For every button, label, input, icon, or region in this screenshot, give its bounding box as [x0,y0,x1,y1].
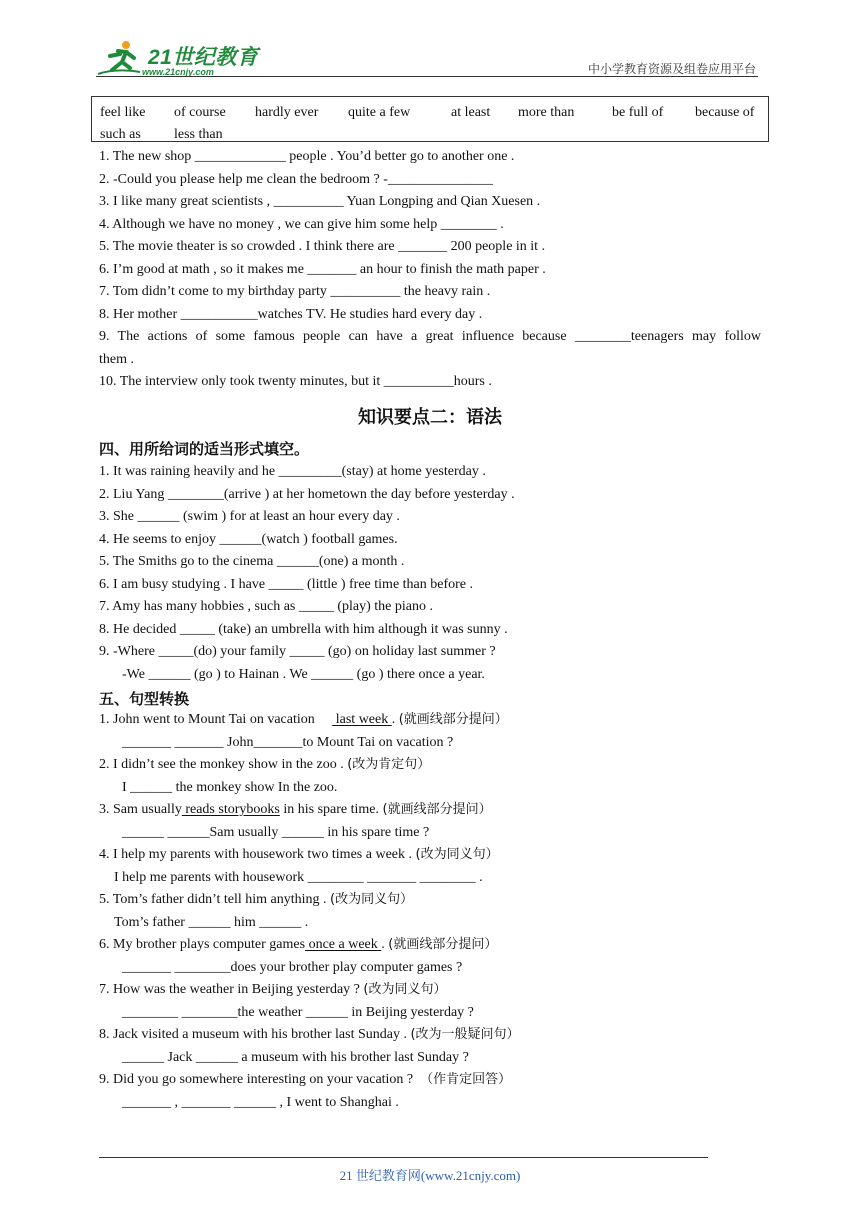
question-text: 6. My brother plays computer games [99,937,306,952]
question-line [99,1026,520,1044]
answer-line: _______ , _______ ______ , I went to Shanghai . [122,1095,399,1110]
question-line [99,1071,511,1089]
underlined-phrase: last week [332,712,392,727]
question-line: 5. The Smiths go to the cinema ______(one) a month . [99,554,405,569]
question-line: 3. She ______ (swim ) for at least an hour every day . [99,509,400,524]
instruction-text: (改为同义句） [363,982,447,997]
question-line: 7. Tom didn’t come to my birthday party __________ the heavy rain . [99,284,491,299]
instruction-text: (改为同义句） [330,892,414,907]
instruction-text: (改为肯定句） [347,757,431,772]
logo-url: www.21cnjy.com [142,67,214,77]
page-header [96,30,758,78]
question-line: 1. The new shop _____________ people . You’d better go to another one . [99,149,515,164]
answer-line: -We ______ (go ) to Hainan . We ______ (go ) there once a year. [122,667,485,682]
word-bank-item: quite a few [348,105,411,120]
word-bank-box [91,96,769,142]
part4-heading: 四、用所给词的适当形式填空。 [99,440,310,458]
question-text: . [391,712,399,727]
question-text: 2. I didn’t see the monkey show in the zoo . [99,757,348,772]
answer-line: ________ ________the weather ______ in Beijing yesterday ? [122,1005,474,1020]
word-bank-item: more than [518,105,575,120]
platform-name: 中小学教育资源及组卷应用平台 [587,62,756,76]
answer-line: ______ Jack ______ a museum with his brother last Sunday ? [122,1050,469,1065]
word-bank-item: feel like [100,105,146,120]
question-text: 7. How was the weather in Beijing yesterday ? [99,982,364,997]
question-line: 2. Liu Yang ________(arrive ) at her hometown the day before yesterday . [99,487,515,502]
question-text: 8. Jack visited a museum with his brother last Sunday . [99,1027,411,1042]
answer-line: _______ ________does your brother play computer games ? [122,960,463,975]
question-line: 7. Amy has many hobbies , such as _____ (play) the piano . [99,599,434,614]
question-text: in his spare time. [279,802,383,817]
answer-line: I help me parents with housework ________ _______ ________ . [114,870,483,885]
question-line: 10. The interview only took twenty minutes, but it __________hours . [99,374,492,389]
answer-line: I ______ the monkey show In the zoo. [122,780,338,795]
question-text: . [381,937,389,952]
question-line: 1. It was raining heavily and he _________(stay) at home yesterday . [99,464,486,479]
word-bank-item: be full of [612,105,664,120]
question-text: 1. John went to Mount Tai on vacation [99,712,333,727]
question-text: 4. I help my parents with housework two times a week . [99,847,416,862]
word-bank-item: hardly ever [255,105,319,120]
question-line: them . [99,352,134,367]
question-line [99,981,446,999]
word-bank-item: because of [695,105,755,120]
question-text: 9. Did you go somewhere interesting on your vacation ? [99,1072,421,1087]
answer-line: Tom’s father ______ him ______ . [114,915,309,930]
answer-line: _______ _______ John_______to Mount Tai on vacation ? [122,735,454,750]
answer-line: ______ ______Sam usually ______ in his spare time ? [122,825,430,840]
word-bank-item: of course [174,105,226,120]
instruction-text: (改为同义句） [415,847,499,862]
question-line: 6. I am busy studying . I have _____ (little ) free time than before . [99,577,474,592]
question-line: 3. I like many great scientists , __________ Yuan Longping and Qian Xuesen . [99,194,541,209]
question-text: 5. Tom’s father didn’t tell him anything . [99,892,331,907]
instruction-text: (就画线部分提问） [382,802,492,817]
question-line [99,846,499,864]
logo-text: 21世纪教育 [148,46,259,69]
runner-logo-icon [96,38,146,78]
header-divider [96,76,758,77]
question-line: 4. He seems to enjoy ______(watch ) football games. [99,532,398,547]
footer-link[interactable]: 21 世纪教育网(www.21cnjy.com) [339,1168,521,1183]
question-line: 9. -Where _____(do) your family _____ (go) on holiday last summer ? [99,644,496,659]
instruction-text: （作肯定回答） [420,1072,512,1087]
part5-heading: 五、句型转换 [99,690,190,708]
question-line: 9. The actions of some famous people can have a great influence because ________teenagers may follow [99,329,761,344]
question-line: 2. -Could you please help me clean the bedroom ? -_______________ [99,172,493,187]
word-bank-item: less than [174,127,223,142]
instruction-text: (就画线部分提问） [388,937,498,952]
question-text: 3. Sam usually [99,802,182,817]
instruction-text: (就画线部分提问） [398,712,508,727]
word-bank-item: such as [100,127,141,142]
question-line [99,891,413,909]
underlined-phrase: reads storybooks [181,802,280,817]
question-line: 8. He decided _____ (take) an umbrella with him although it was sunny . [99,622,508,637]
question-line: 5. The movie theater is so crowded . I think there are _______ 200 people in it . [99,239,546,254]
question-line: 6. I’m good at math , so it makes me _______ an hour to finish the math paper . [99,262,546,277]
question-line: 8. Her mother ___________watches TV. He studies hard every day . [99,307,483,322]
question-line [99,711,508,729]
footer-divider [99,1157,708,1158]
word-bank-item: at least [451,105,491,120]
question-line [99,936,497,954]
question-line [99,801,492,819]
question-line: 4. Although we have no money , we can give him some help ________ . [99,217,504,232]
underlined-phrase: once a week [305,937,382,952]
section-title: 知识要点二：语法 [358,407,502,428]
instruction-text: (改为一般疑问句） [410,1027,520,1042]
logo [96,38,266,78]
question-line [99,756,430,774]
